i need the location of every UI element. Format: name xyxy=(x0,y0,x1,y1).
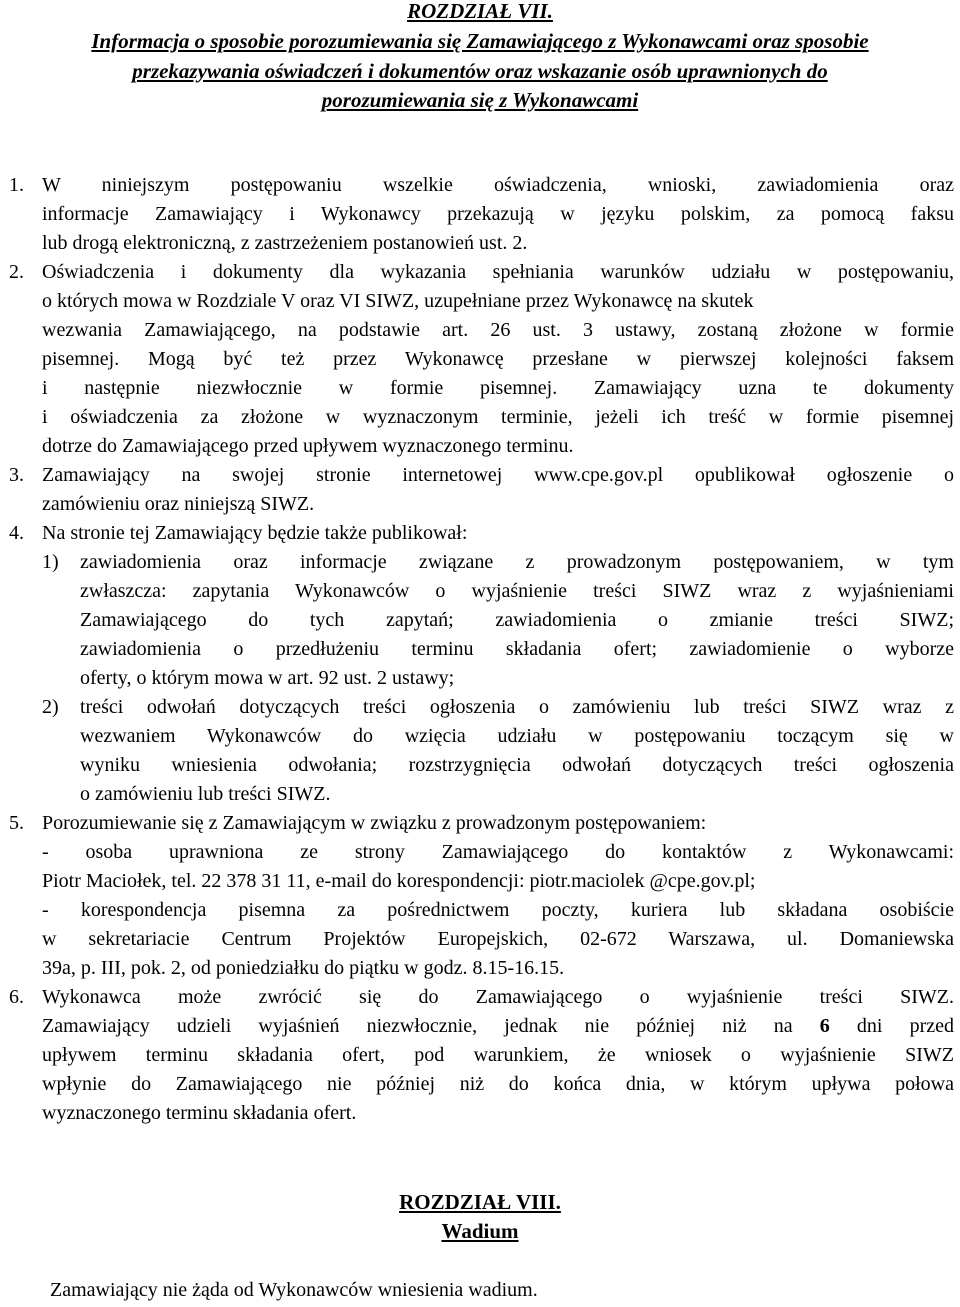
item-2-line: dotrze do Zamawiającego przed upływem wyznaczonego terminu. xyxy=(42,435,574,457)
subitem-1-line: zawiadomienia o przedłużeniu terminu składania ofert; zawiadomienie o wyborze xyxy=(80,638,954,660)
subtitle-line-2: przekazywania oświadczeń i dokumentów oraz wskazanie osób uprawnionych do xyxy=(132,58,828,83)
item-6-line: Zamawiający udzieli wyjaśnień niezwłocznie, jednak nie później niż na 6 dni przed xyxy=(42,1015,954,1037)
item-3-line: Zamawiający na swojej stronie internetowej www.cpe.gov.pl opublikował ogłoszenie o xyxy=(42,464,954,486)
item-2-number: 2. xyxy=(9,261,24,283)
item-3-line: zamówieniu oraz niniejszą SIWZ. xyxy=(42,493,315,515)
chapter-7-subtitle xyxy=(0,27,960,116)
item-2-line: Oświadczenia i dokumenty dla wykazania spełniania warunków udziału w postępowaniu, xyxy=(42,261,954,283)
subitem-1-line: Zamawiającego do tych zapytań; zawiadomienia o zmianie treści SIWZ; xyxy=(80,609,954,631)
item-2-line: o których mowa w Rozdziale V oraz VI SIWZ, uzupełniane przez Wykonawcę na skutek xyxy=(42,290,754,312)
item-4-line: Na stronie tej Zamawiający będzie także publikował: xyxy=(42,522,468,544)
chapter-8-title: ROZDZIAŁ VIII. xyxy=(399,1190,561,1214)
item-5-line: Piotr Maciołek, tel. 22 378 31 11, e-mail do korespondencji: piotr.maciolek @cpe.gov.pl; xyxy=(42,870,756,892)
item-6-line: wpłynie do Zamawiającego nie później niż do końca dnia, w którym upływa połowa xyxy=(42,1073,954,1095)
subitem-1-line: zwłaszcza: zapytania Wykonawców o wyjaśnienie treści SIWZ wraz z wyjaśnieniami xyxy=(80,580,954,602)
subtitle-line-1: Informacja o sposobie porozumiewania się Zamawiającego z Wykonawcami oraz sposobie xyxy=(91,29,869,53)
chapter-8-subtitle: Wadium xyxy=(441,1219,519,1243)
subitem-1-text xyxy=(80,548,954,693)
item-6-line: Wykonawca może zwrócić się do Zamawiającego o wyjaśnienie treści SIWZ. xyxy=(42,986,954,1008)
item-3-text xyxy=(42,461,954,519)
item-1-line: lub drogą elektroniczną, z zastrzeżeniem postanowień ust. 2. xyxy=(42,232,528,254)
item-3-number: 3. xyxy=(9,464,24,486)
subitem-2-text xyxy=(80,693,954,809)
item-6-line: wyznaczonego terminu składania ofert. xyxy=(42,1102,357,1124)
chapter-7-title: ROZDZIAŁ VII. xyxy=(407,0,553,23)
item-2-line: pisemnej. Mogą być też przez Wykonawcę przesłane w pierwszej kolejności faksem xyxy=(42,348,954,370)
item-1-line: W niniejszym postępowaniu wszelkie oświadczenia, wnioski, zawiadomienia oraz xyxy=(42,174,954,196)
item-6-line: upływem terminu składania ofert, pod warunkiem, że wniosek o wyjaśnienie SIWZ xyxy=(42,1044,954,1066)
item-5-line: 39a, p. III, pok. 2, od poniedziałku do piątku w godz. 8.15-16.15. xyxy=(42,957,565,979)
subitem-2-line: o zamówieniu lub treści SIWZ. xyxy=(80,783,331,805)
subitem-1-line: oferty, o którym mowa w art. 92 ust. 2 ustawy; xyxy=(80,667,455,689)
item-6-text xyxy=(42,983,954,1128)
item-5-line: w sekretariacie Centrum Projektów Europejskich, 02-672 Warszawa, ul. Domaniewska xyxy=(42,928,954,950)
subitem-1-line: zawiadomienia oraz informacje związane z prowadzonym postępowaniem, w tym xyxy=(80,551,954,573)
subitem-2-line: treści odwołań dotyczących treści ogłoszenia o zamówieniu lub treści SIWZ wraz z xyxy=(80,696,954,718)
item-1-text xyxy=(42,171,954,258)
item-5-line: Porozumiewanie się z Zamawiającym w związku z prowadzonym postępowaniem: xyxy=(42,812,707,834)
item-5-text xyxy=(42,809,954,983)
item-2-line: i oświadczenia za złożone w wyznaczonym terminie, jeżeli ich treść w formie pisemnej xyxy=(42,406,954,428)
item-1-number: 1. xyxy=(9,174,24,196)
subtitle-line-3: porozumiewania się z Wykonawcami xyxy=(321,88,639,112)
item-4-number: 4. xyxy=(9,522,24,544)
item-6-number: 6. xyxy=(9,986,24,1008)
item-5-line: - osoba uprawniona ze strony Zamawiającego do kontaktów z Wykonawcami: xyxy=(42,841,954,863)
subitem-1-number: 1) xyxy=(42,551,59,573)
item-1-line: informacje Zamawiający i Wykonawcy przekazują w języku polskim, za pomocą faksu xyxy=(42,203,954,225)
item-5-number: 5. xyxy=(9,812,24,834)
item-2-line: wezwania Zamawiającego, na podstawie art. 26 ust. 3 ustawy, zostaną złożone w formie xyxy=(42,319,954,341)
item-4-text xyxy=(42,519,954,548)
chapter-8-text: Zamawiający nie żąda od Wykonawców wniesienia wadium. xyxy=(50,1279,538,1301)
subitem-2-line: wezwaniem Wykonawców do wzięcia udziału w postępowaniu toczącym się w xyxy=(80,725,954,747)
subitem-2-number: 2) xyxy=(42,696,59,718)
subitem-2-line: wyniku wniesienia odwołania; rozstrzygnięcia odwołań dotyczących treści ogłoszenia xyxy=(80,754,954,776)
item-2-text xyxy=(42,258,954,461)
item-2-line: i następnie niezwłocznie w formie pisemnej. Zamawiający uzna te dokumenty xyxy=(42,377,954,399)
item-5-line: - korespondencja pisemna za pośrednictwem poczty, kuriera lub składana osobiście xyxy=(42,899,954,921)
